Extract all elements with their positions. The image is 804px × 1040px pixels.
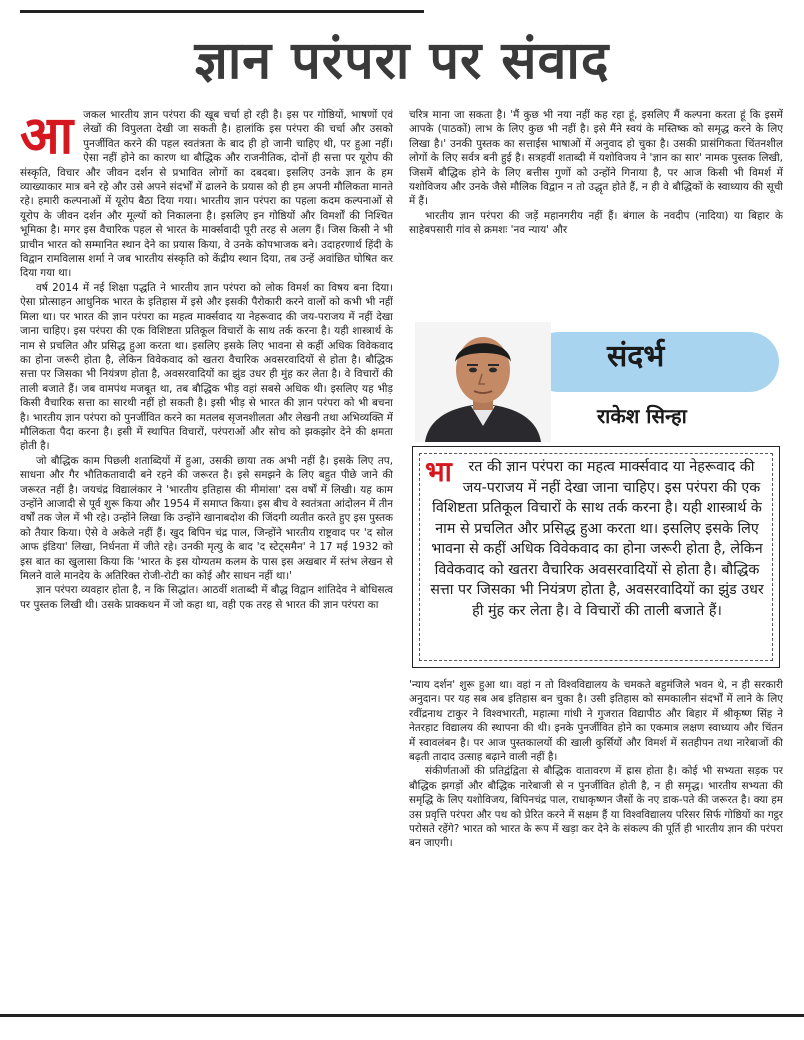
drop-cap: आ bbox=[20, 108, 74, 166]
column-title: संदर्भ bbox=[607, 339, 665, 374]
paragraph: भारतीय ज्ञान परंपरा की जड़ें महानगरीय नहीं हैं। बंगाल के नवदीप (नादिया) या बिहार के साहेबपसारी गांव से क्रमशः 'नव न्याय' और bbox=[409, 209, 783, 237]
author-portrait-icon bbox=[415, 322, 551, 442]
paragraph: वर्ष 2014 में नई शिक्षा पद्धति ने भारतीय ज्ञान परंपरा को लोक विमर्श का विषय बना दिया। ऐसा प्रोत्साहन आधुनिक भारत के इतिहास में इसे और इसकी पैरोकारी करने वालों को कभी भी नहीं मिला था। पर भारत की ज्ञान परंपरा का महत्व मार्क्सवाद या नेहरूवाद की जय-पराजय में नहीं देखा जाना चाहिए। इस परंपरा की एक विशिष्टता प्रतिकूल विचारों के साथ तर्क करना है। यही शास्त्रार्थ के नाम से प्रचलित और प्रसिद्ध हुआ करता था। इसलिए इसके लिए भावना से कहीं अधिक विवेकवाद का होना जरूरी होता है, लेकिन विवेकवाद को खतरा वैचारिक अवसरवादियों से होता है। बौद्धिक सत्ता पर जिसका भी नियंत्रण होता है, अवसरवादियों का झुंड उधर ही मुंह कर लेता है। वे विचारों की ताली बजाते हैं। जब वामपंथ मजबूत था, तब बौद्धिक भीड़ वहां सबसे अधिक थी। इसलिए यह भीड़ किसी वैचारिक सत्ता का सारथी नहीं हो सकती है। इसी भीड़ से भारत की ज्ञान परंपरा को भी बचना है। भारतीय ज्ञान परंपरा को पुनर्जीवित करने का मतलब सृजनशीलता और लेखनी तथा अभिव्यक्ति में मौलिकता पैदा करना है। इसी में स्थापित विचारों, परंपराओं और सोच को झकझोर देने की क्षमता होती है। bbox=[20, 281, 393, 453]
column-banner bbox=[409, 318, 783, 444]
paragraph: जकल भारतीय ज्ञान परंपरा की खूब चर्चा हो रही है। इस पर गोष्ठियों, भाषणों एवं लेखों की विपुलता देखी जा सकती है। हालांकि इस परंपरा की चर्चा और उसको पुनर्जीवित करने की पहल स्वतंत्रता के बाद ही हो जानी चाहिए थी, पर हुआ नहीं। ऐसा नहीं होने का कारण था बौद्धिक और राजनीतिक, दोनों ही सत्ता पर यूरोप की संस्कृति, विचार और जीवन दर्शन से प्रभावित लोगों का दबदबा। इसलिए उनके ज्ञान के हम व्याख्याकार मात्र बने रहे और उसे अपने संदर्भों में ढालने के प्रयास को ही हम अपनी मौलिकता मानते रहे। हमारी कल्पनाओं में यूरोप बैठा दिया गया। भारतीय ज्ञान परंपरा का पहला कदम कल्पनाओं से यूरोप के जीवन दर्शन और मूल्यों को निकालना है। इसलिए इन गोष्ठियों और विमर्शों की निश्चित भूमिका है। मगर इस वैचारिक पहल से भारत के मार्क्सवादी पूरी तरह से अलग हैं। जिस किसी ने भी प्राचीन भारत को सम्मानित स्थान देने का प्रयास किया, वे उनके कोपभाजक बने। उदाहरणार्थ हिंदी के विद्वान रामविलास शर्मा ने जब भारतीय संस्कृति को केंद्रीय स्थान दिया, तब उन्हें अवांछित घोषित कर दिया गया था। bbox=[20, 109, 393, 280]
bottom-rule bbox=[0, 1014, 804, 1017]
pull-quote-cap: भा bbox=[425, 455, 452, 488]
headline: ज्ञान परंपरा पर संवाद bbox=[194, 31, 610, 91]
pull-quote bbox=[412, 446, 780, 668]
article-column-left bbox=[20, 108, 393, 1004]
author-name: राकेश सिन्हा bbox=[597, 404, 687, 428]
paragraph: चरित्र माना जा सकता है। 'मैं कुछ भी नया नहीं कह रहा हूं, इसलिए मैं कल्पना करता हूं कि इसमें आपके (पाठकों) लाभ के लिए कुछ भी नहीं है। इसे मैंने स्वयं के मस्तिष्क को समृद्ध करने के लिए लिखा है।' उनकी पुस्तक का सत्ताईस भाषाओं में अनुवाद हो चुका है। उसकी प्रासंगिकता चिंतनशील लोगों के लिए सर्वत्र बनी हुई है। सत्रहवीं शताब्दी में यशोविजय ने 'ज्ञान का सार' नामक पुस्तक लिखी, जिसमें बौद्धिक होने के लिए बत्तीस गुणों को उन्होंने गिनाया है, पर आज किसी भी विमर्श में यशोविजय और उनके जैसे मौलिक विद्वान न तो उद्धृत होते हैं, न ही वे बौद्धिकों के स्वाध्याय की सूची में हैं। bbox=[409, 109, 783, 208]
paragraph: ज्ञान परंपरा व्यवहार होता है, न कि सिद्धांत। आठवीं शताब्दी में बौद्ध विद्वान शांतिदेव ने बोधिसत्व पर पुस्तक लिखी थी। उसके प्राक्कथन में जो कहा था, वही एक तरह से भारत की ज्ञान परंपरा का bbox=[20, 584, 393, 611]
pull-quote-text: रत की ज्ञान परंपरा का महत्व मार्क्सवाद या नेहरूवाद की जय-पराजय में नहीं देखा जाना चाहिए। इस परंपरा की एक विशिष्टता प्रतिकूल विचारों के साथ तर्क करना है। यही शास्त्रार्थ के नाम से प्रचलित और प्रसिद्ध हुआ करता था। इसलिए इसके लिए भावना से कहीं अधिक विवेकवाद का होना जरूरी होता है, लेकिन विवेकवाद को खतरा वैचारिक अवसरवादियों से होता है। बौद्धिक सत्ता पर जिसका भी नियंत्रण होता है, अवसरवादियों का झुंड उधर ही मुंह कर लेता है। वे विचारों की ताली बजाते हैं। bbox=[430, 459, 764, 619]
author-photo bbox=[415, 322, 551, 442]
pull-quote-body bbox=[427, 457, 767, 621]
article-column-right-bottom bbox=[409, 678, 783, 1003]
article-column-right-top bbox=[409, 108, 783, 318]
paragraph: जो बौद्धिक काम पिछली शताब्दियों में हुआ, उसकी छाया तक अभी नहीं है। इसके लिए तप, साधना और गैर भौतिकतावादी बने रहने की जरूरत है। इसे समझने के लिए बहुत पीछे जाने की जरूरत नहीं है। जयचंद्र विद्यालंकार ने 'भारतीय इतिहास की मीमांसा' दस वर्षों में लिखी। यह काम उन्होंने आजादी से पूर्व शुरू किया और 1954 में समाप्त किया। इस बीच वे स्वतंत्रता आंदोलन में तीन वर्षों तक जेल में भी रहे। उन्होंने लिखा कि उन्होंने खानाबदोश की जिंदगी व्यतीत करते हुए इस पुस्तक को तैयार किया। ऐसे वे अकेले नहीं हैं। खुद बिपिन चंद्र पाल, जिन्होंने भारतीय राष्ट्रवाद पर 'द सोल आफ इंडिया' लिखा, निर्धनता में जीते रहे। उनकी मृत्यु के बाद 'द स्टेट्समैन' ने 17 मई 1932 को इस बात का खुलासा किया कि 'भारत के इस योग्यतम कलम के पास इस अखबार में स्तंभ लेखन से मिलने वाले मानदेय के अतिरिक्त रोजी-रोटी का कोई और साधन नहीं था।' bbox=[20, 454, 393, 582]
top-rule bbox=[20, 10, 424, 13]
paragraph: संकीर्णताओं की प्रतिद्वंद्विता से बौद्धिक वातावरण में ह्रास होता है। कोई भी सभ्यता सड़क पर बौद्धिक झगड़ों और बौद्धिक नारेबाजी से न पुनर्जीवित होती है, न ही समृद्ध। भारतीय सभ्यता की समृद्धि के लिए यशोविजय, बिपिनचंद्र पाल, राधाकृष्णन जैसों के नए डाक-पते की जरूरत है। क्या हम उस प्रवृत्ति परंपरा और पथ को प्रेरित करने में सक्षम हैं या विश्वविद्यालय परिसर सिर्फ गोष्ठियों का गट्ठर परोसते रहेंगे? भारत को भारत के रूप में खड़ा कर देने के संकल्प की पूर्ति ही भारतीय ज्ञान की परंपरा बन जाएगी। bbox=[409, 765, 783, 850]
paragraph: 'न्याय दर्शन' शुरू हुआ था। वहां न तो विश्वविद्यालय के चमकते बहुमंजिले भवन थे, न ही सरकारी अनुदान। पर यह सब अब इतिहास बन चुका है। उसी इतिहास को समकालीन संदर्भों में लाने के लिए रवींद्रनाथ टाकुर ने विश्वभारती, महात्मा गांधी ने गुजरात विद्यापीठ और बिहार में श्रीकृष्ण सिंह ने नेतरहाट विद्यालय की स्थापना की थी। इनके पुनर्जीवित होने का एकमात्र लक्षण स्वाध्याय और चिंतन में स्वावलंबन है। पर आज पुस्तकालयों की खाली कुर्सियों और विमर्श में सतहीपन तथा नारेबाजों की बढ़ती तादाद उत्साह बढ़ाने वाली नहीं है। bbox=[409, 679, 783, 764]
